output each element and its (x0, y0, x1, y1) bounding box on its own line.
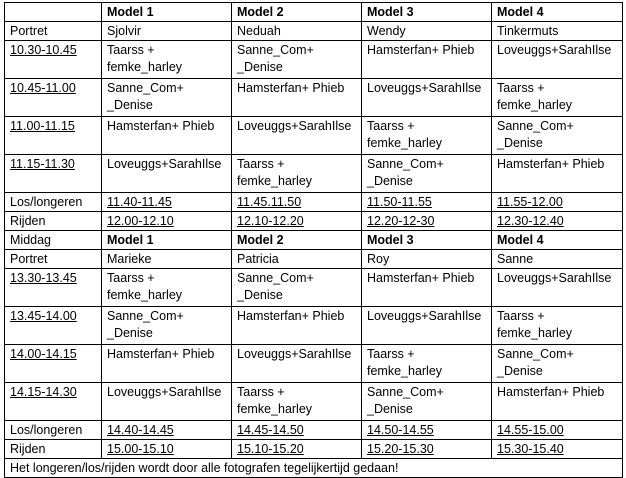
photographer-pair: Sanne_Com+ _Denise (102, 79, 232, 117)
photographer-pair: Loveuggs+SarahIlse (232, 117, 362, 155)
photographer-pair: Hamsterfan+ Phieb (362, 41, 492, 79)
time-slot: 14.15-14.30 (5, 383, 102, 421)
photographer-pair: Taarss + femke_harley (362, 345, 492, 383)
photographer-pair: Sanne_Com+ _Denise (232, 269, 362, 307)
model-header: Model 2 (232, 3, 362, 22)
activity-time: 15.10-15.20 (232, 440, 362, 459)
model-name: Sjolvir (102, 22, 232, 41)
photographer-pair: Taarss + femke_harley (102, 41, 232, 79)
activity-time: 14.55-15.00 (492, 421, 623, 440)
photographer-pair: Sanne_Com+ _Denise (362, 383, 492, 421)
photographer-pair: Taarss + femke_harley (362, 117, 492, 155)
activity-time: 14.45-14.50 (232, 421, 362, 440)
morning-extra-row (5, 193, 623, 212)
afternoon-extra-row (5, 421, 623, 440)
photographer-pair: Sanne_Com+ _Denise (492, 117, 623, 155)
afternoon-slot-row (5, 345, 623, 383)
photographer-pair: Taarss + femke_harley (492, 307, 623, 345)
photographer-pair: Loveuggs+SarahIlse (492, 269, 623, 307)
model-header: Model 1 (102, 3, 232, 22)
activity-time: 11.50-11.55 (362, 193, 492, 212)
photographer-pair: Sanne_Com+ _Denise (102, 307, 232, 345)
photographer-pair: Sanne_Com+ _Denise (362, 155, 492, 193)
model-header: Model 1 (102, 231, 232, 250)
photographer-pair: Hamsterfan+ Phieb (232, 307, 362, 345)
time-slot: 14.00-14.15 (5, 345, 102, 383)
activity-time: 14.40-14.45 (102, 421, 232, 440)
photographer-pair: Hamsterfan+ Phieb (362, 269, 492, 307)
activity-time: 12.20-12-30 (362, 212, 492, 231)
model-header: Model 4 (492, 231, 623, 250)
model-name: Sanne (492, 250, 623, 269)
photographer-pair: Loveuggs+SarahIlse (492, 41, 623, 79)
model-name: Marieke (102, 250, 232, 269)
section-label: Middag (5, 231, 102, 250)
row-label: Portret (5, 250, 102, 269)
model-header: Model 4 (492, 3, 623, 22)
model-header: Model 3 (362, 3, 492, 22)
activity-time: 15.20-15.30 (362, 440, 492, 459)
morning-extra-row (5, 212, 623, 231)
time-slot: 13.45-14.00 (5, 307, 102, 345)
footer-row (5, 459, 623, 478)
activity-time: 11.55-12.00 (492, 193, 623, 212)
photographer-pair: Taarss + femke_harley (492, 79, 623, 117)
schedule-table (4, 2, 623, 478)
morning-header-row (5, 3, 623, 22)
photographer-pair: Hamsterfan+ Phieb (102, 117, 232, 155)
activity-time: 12.30-12.40 (492, 212, 623, 231)
model-name: Wendy (362, 22, 492, 41)
photographer-pair: Taarss + femke_harley (102, 269, 232, 307)
photographer-pair: Loveuggs+SarahIlse (102, 383, 232, 421)
schedule-body (5, 3, 623, 478)
morning-slot-row (5, 79, 623, 117)
morning-portret-row (5, 22, 623, 41)
morning-slot-row (5, 41, 623, 79)
photographer-pair: Loveuggs+SarahIlse (362, 307, 492, 345)
photographer-pair: Loveuggs+SarahIlse (232, 345, 362, 383)
activity-time: 11.40-11.45 (102, 193, 232, 212)
photographer-pair: Loveuggs+SarahIlse (362, 79, 492, 117)
time-slot: 10.45-11.00 (5, 79, 102, 117)
row-label: Portret (5, 22, 102, 41)
section-label (5, 3, 102, 22)
footer-note: Het longeren/los/rijden wordt door alle fotografen tegelijkertijd gedaan! (5, 459, 623, 478)
afternoon-slot-row (5, 383, 623, 421)
time-slot: 11.15-11.30 (5, 155, 102, 193)
photographer-pair: Sanne_Com+ _Denise (232, 41, 362, 79)
activity-label: Rijden (5, 212, 102, 231)
activity-time: 15.30-15.40 (492, 440, 623, 459)
model-header: Model 2 (232, 231, 362, 250)
photographer-pair: Taarss + femke_harley (232, 383, 362, 421)
afternoon-slot-row (5, 269, 623, 307)
time-slot: 11.00-11.15 (5, 117, 102, 155)
activity-label: Los/longeren (5, 193, 102, 212)
model-name: Roy (362, 250, 492, 269)
model-name: Neduah (232, 22, 362, 41)
time-slot: 10.30-10.45 (5, 41, 102, 79)
time-slot: 13.30-13.45 (5, 269, 102, 307)
activity-label: Los/longeren (5, 421, 102, 440)
afternoon-portret-row (5, 250, 623, 269)
photographer-pair: Loveuggs+SarahIlse (102, 155, 232, 193)
activity-time: 14.50-14.55 (362, 421, 492, 440)
photographer-pair: Sanne_Com+ _Denise (492, 345, 623, 383)
model-header: Model 3 (362, 231, 492, 250)
model-name: Tinkermuts (492, 22, 623, 41)
model-name: Patricia (232, 250, 362, 269)
afternoon-slot-row (5, 307, 623, 345)
morning-slot-row (5, 117, 623, 155)
photographer-pair: Taarss + femke_harley (232, 155, 362, 193)
activity-time: 12.00-12.10 (102, 212, 232, 231)
activity-time: 12.10-12.20 (232, 212, 362, 231)
activity-label: Rijden (5, 440, 102, 459)
photographer-pair: Hamsterfan+ Phieb (102, 345, 232, 383)
photographer-pair: Hamsterfan+ Phieb (232, 79, 362, 117)
activity-time: 11.45.11.50 (232, 193, 362, 212)
afternoon-header-row (5, 231, 623, 250)
afternoon-extra-row (5, 440, 623, 459)
photographer-pair: Hamsterfan+ Phieb (492, 383, 623, 421)
morning-slot-row (5, 155, 623, 193)
activity-time: 15.00-15.10 (102, 440, 232, 459)
photographer-pair: Hamsterfan+ Phieb (492, 155, 623, 193)
